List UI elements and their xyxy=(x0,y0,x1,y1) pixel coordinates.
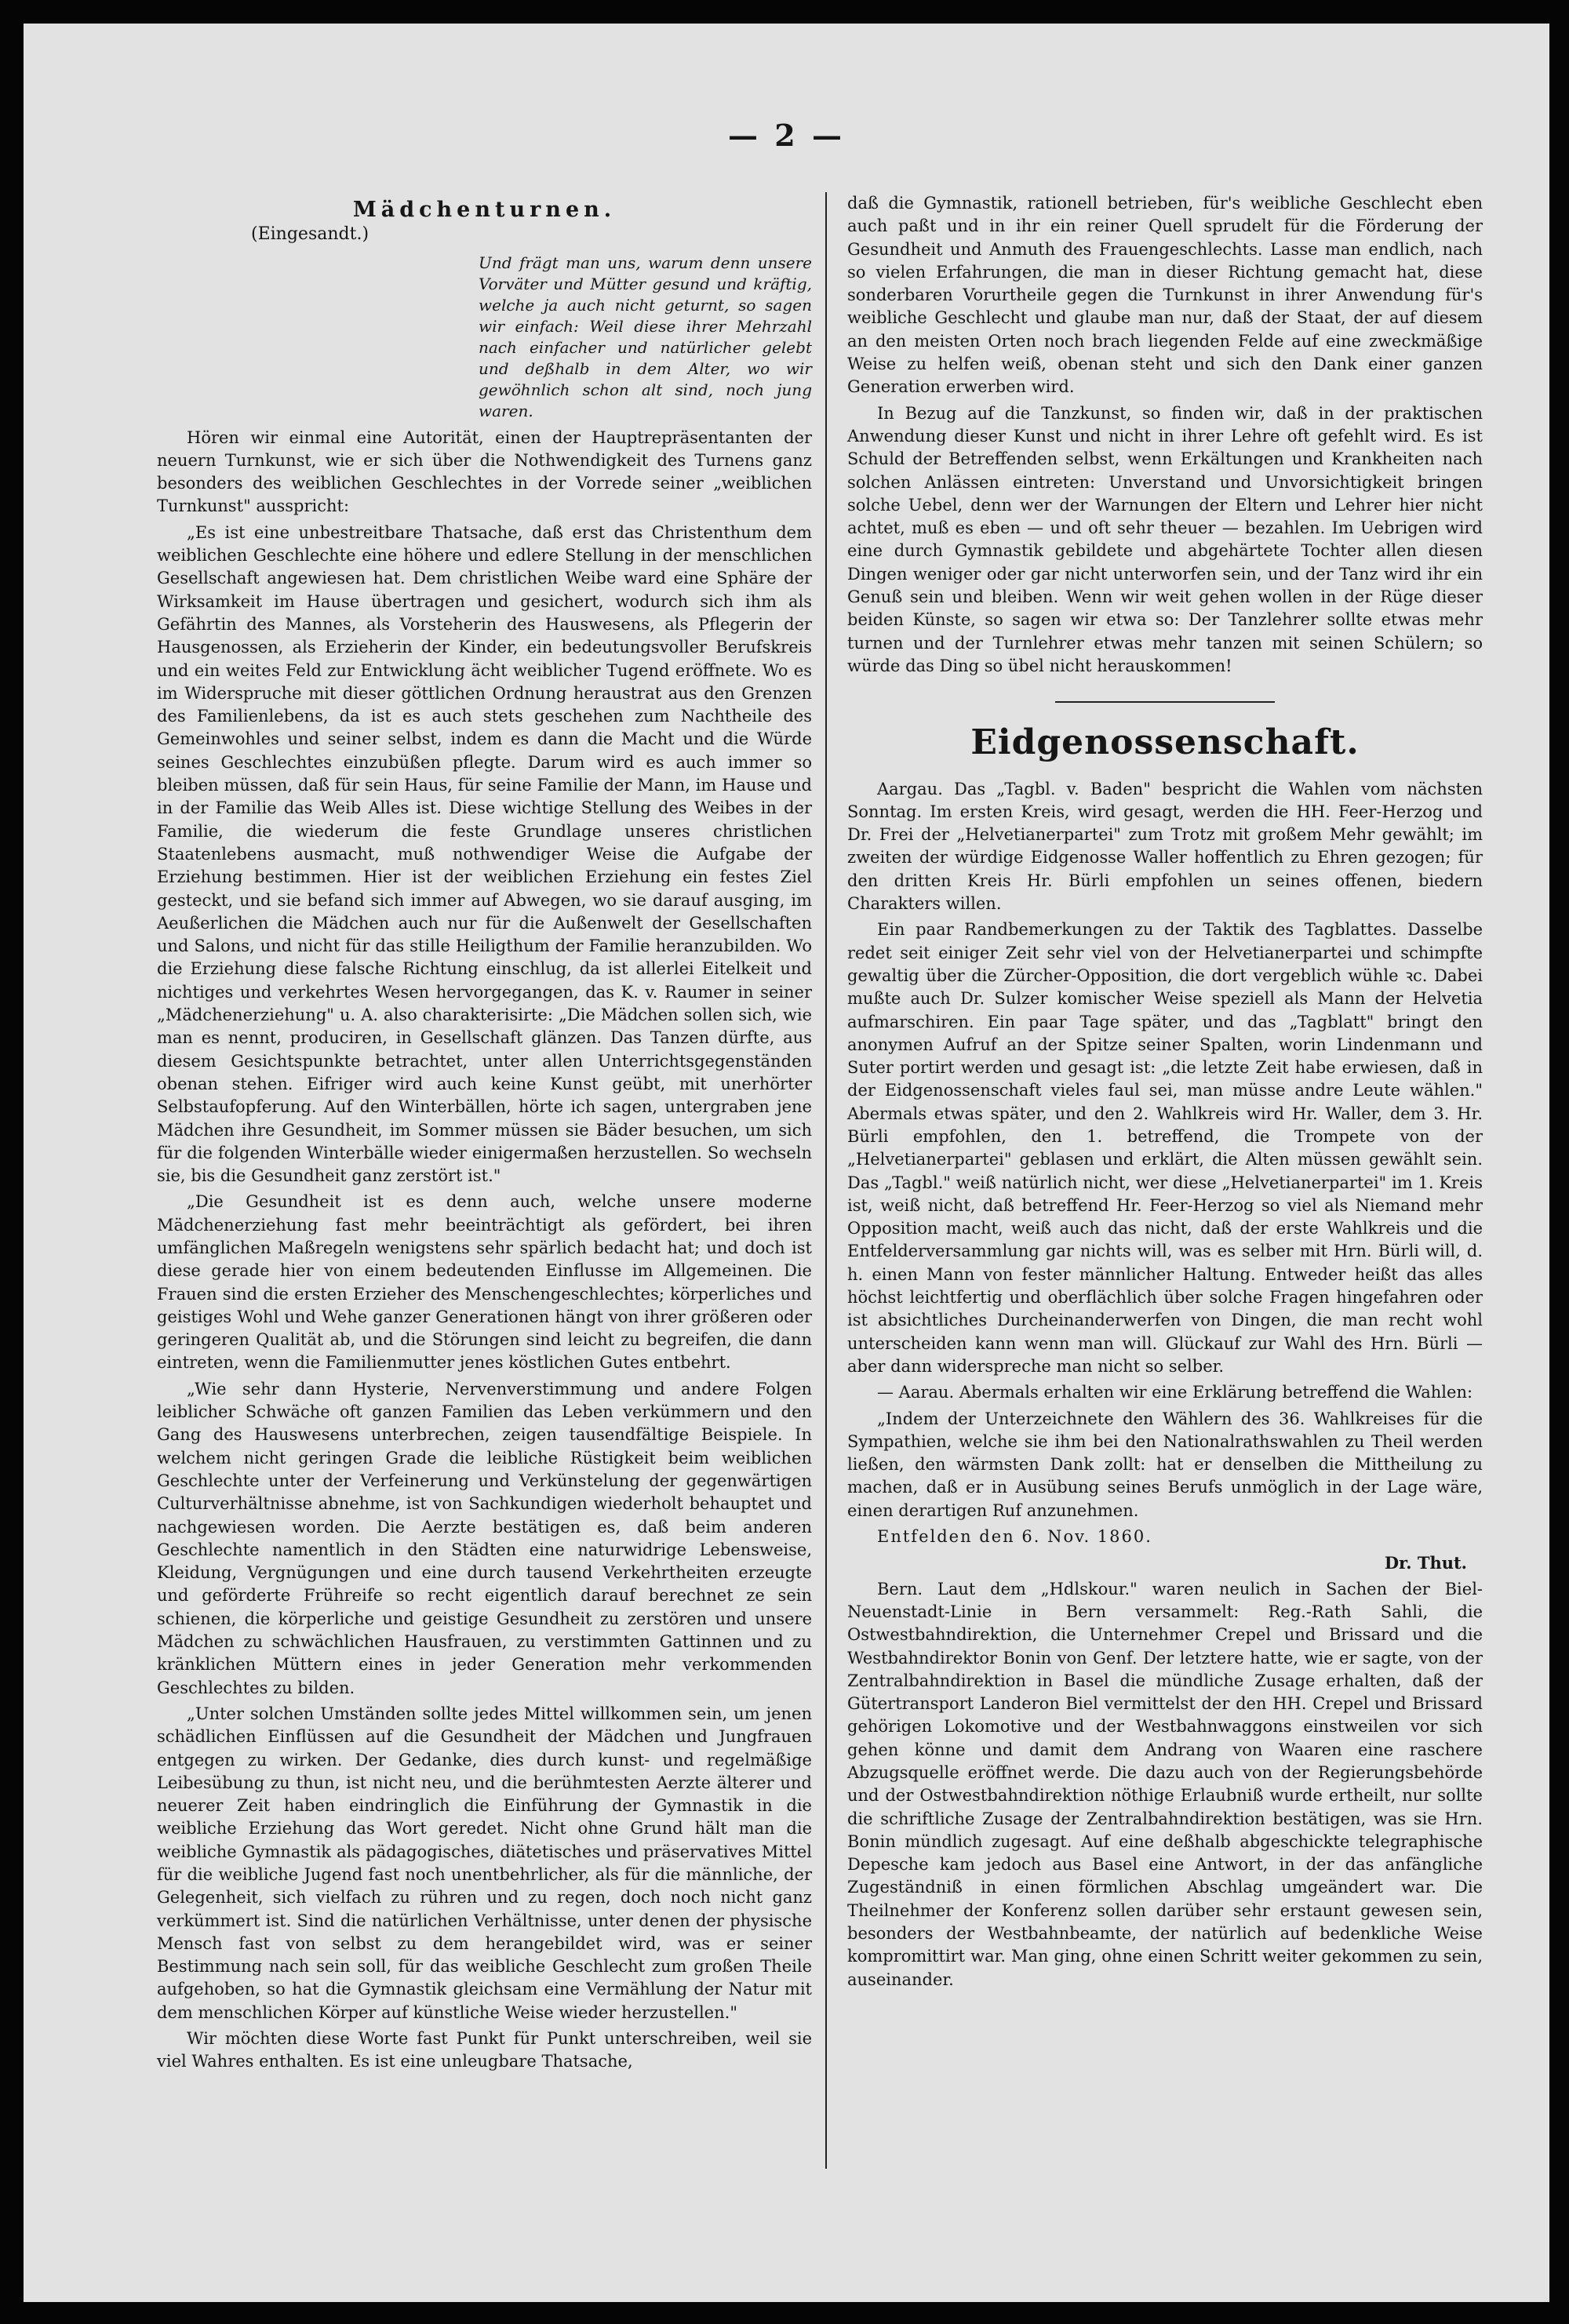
article-heading-maedchenturnen: Mädchenturnen. xyxy=(352,198,617,222)
article-paragraph: Wir möchten diese Worte fast Punkt für Punkt unterschreiben, weil sie viel Wahres enthalten. Es ist eine unleugbare Thatsache, xyxy=(157,2029,812,2071)
right-column xyxy=(847,192,1483,1995)
news-item-bern: Bern. Laut dem „Hdlskour." waren neulich in Sachen der Biel-Neuenstadt-Linie in Bern versammelt: Reg.-Rath Sahli, die Ostwestbahndirektion, die Unternehmer Crepel und Brissard und die Westbahndirektor Bonin von Genf. Der letztere hatte, wie er sagte, von der Zentralbahndirektion in Basel die mündliche Zusage erhalten, daß der Gütertransport Landeron Biel vermittelst der den HH. Crepel und Brissard gehörigen Lokomotive und der Westbahnwaggons einstweilen vor sich gehen könne und damit dem Andrang von Waaren eine raschere Abzugsquelle eröffnet werde. Die dazu auch von der Regierungsbehörde und der Ostwestbahndirektion nöthige Erlaubniß wurde ertheilt, nur sollte die schriftliche Zusage der Zentralbahndirektion bestätigen, was sie Hrn. Bonin mündlich zugesagt. Auf eine deßhalb abgeschickte telegraphische Depesche kam jedoch aus Basel eine Antwort, in der das anfängliche Zugeständniß in einen förmlichen Abschlag umgeändert war. Die Theilnehmer der Konferenz sollen darüber sehr erstaunt gewesen sein, besonders der Westbahnbeamte, der natürlich auf bedenkliche Weise kompromittirt war. Man ging, ohne einen Schritt weiter gekommen zu sein, auseinander. xyxy=(847,1579,1483,1989)
news-paragraph: Ein paar Randbemerkungen zu der Taktik des Tagblattes. Dasselbe redet seit einiger Zeit sehr viel von der Helvetianerpartei und schimpfte gewaltig über die Zürcher-Opposition, die dort vergeblich wühle ꝛc. Dabei mußte auch Dr. Sulzer komischer Weise speziell als Mann der Helvetia aufmarschiren. Ein paar Tage später, und das „Tagblatt" bringt den anonymen Aufruf an der Spitze seiner Spalten, worin Lindenmann und Suter portirt werden und gesagt ist: „die letzte Zeit habe erwiesen, daß in der Eidgenossenschaft vieles faul sei, man müsse andre Leute wählen." Abermals etwas später, und den 2. Wahlkreis wird Hr. Waller, dem 3. Hr. Bürli empfohlen, den 1. betreffend, die Trompete von der „Helvetianerpartei" geblasen und erklärt, die Alten müssen gewählt sein. Das „Tagbl." weiß natürlich nicht, wer diese „Helvetianerpartei" im 1. Kreis ist, weiß nicht, daß betreffend Hr. Feer-Herzog so viel als Niemand mehr Opposition macht, weiß auch das nicht, daß der erste Wahlkreis und die Entfelderversammlung gar nichts will, was es selber mit Hrn. Bürli will, d. h. einen Mann von fester männlicher Haltung. Entweder heißt das alles höchst leichtfertig und oberflächlich über solche Fragen hingefahren oder ist absichtliches Durcheinanderwerfen von Dingen, die man recht wohl unterscheiden kann wenn man will. Glückauf zur Wahl des Hrn. Bürli — aber dann widerspreche man nicht so selber. xyxy=(847,920,1483,1376)
article-paragraph: In Bezug auf die Tanzkunst, so finden wir, daß in der praktischen Anwendung dieser Kunst und nicht in ihrer Lehre oft gefehlt wird. Es ist Schuld der Betreffenden selbst, wenn Erkältungen und Krankheiten nach solchen Anlässen eintreten: Unverstand und Unvorsichtigkeit bringen solche Uebel, denn wer der Warnungen der Eltern und Lehrer hier nicht achtet, muß es eben — und oft sehr theuer — bezahlen. Im Uebrigen wird eine durch Gymnastik gebildete und abgehärtete Tochter allen diesen Dingen weniger oder gar nicht unterworfen sein, und der Tanz wird ihr ein Genuß sein und bleiben. Wenn wir weit gehen wollen in der Rüge dieser beiden Künste, so sagen wir etwa so: Der Tanzlehrer sollte etwas mehr turnen und der Turnlehrer etwas mehr tanzen mit seinen Schülern; so würde das Ding so übel nicht herauskommen! xyxy=(847,403,1483,675)
page-number: — 2 — xyxy=(728,118,845,153)
section-divider xyxy=(1055,701,1275,703)
left-column xyxy=(157,192,812,2077)
article-motto: Und frägt man uns, warum denn unsere Vorväter und Mütter gesund und kräftig, welche ja auch nicht geturnt, so sagen wir einfach: Weil diese ihrer Mehrzahl nach einfacher und natürlicher gelebt und deßhalb in dem Alter, wo wir gewöhnlich schon alt sind, noch jung waren. xyxy=(479,253,812,420)
article-subheading: (Eingesandt.) xyxy=(251,224,369,245)
section-title-eidgenossenschaft: Eidgenossenschaft. xyxy=(970,722,1360,763)
article-continuation: daß die Gymnastik, rationell betrieben, für's weibliche Geschlecht eben auch paßt und in ihr ein reiner Quell sprudelt für die Förderung der Gesundheit und Anmuth des Frauengeschlechts. Lasse man endlich, nach so vielen Erfahrungen, die man in dieser Richtung gemacht hat, diese sonderbaren Vorurtheile gegen die Turnkunst in ihrer Anwendung für's weibliche Geschlecht und glaube man nur, daß der Staat, der auf diesem an den meisten Orten noch brach liegenden Felde auf eine zweckmäßige Weise zu helfen weiß, obenan steht und sich den Dank einer ganzen Generation erwerben wird. xyxy=(847,194,1483,397)
article-paragraph: „Unter solchen Umständen sollte jedes Mittel willkommen sein, um jenen schädlichen Einflüssen auf die Gesundheit der Mädchen und Jungfrauen entgegen zu wirken. Der Gedanke, dies durch kunst- und regelmäßige Leibesübung zu thun, ist nicht neu, und die berühmtesten Aerzte älterer und neuerer Zeit haben eindringlich die Einführung der Gymnastik in die weibliche Erziehung das Wort geredet. Nicht ohne Grund hält man die weibliche Gymnastik als pädagogisches, diätetisches und präservatives Mittel für die weibliche Jugend fast noch unentbehrlicher, als für die männliche, der Gelegenheit, sich vielfach zu rühren und zu regen, doch noch nicht ganz verkümmert ist. Sind die natürlichen Verhältnisse, unter denen der physische Mensch fast von selbst zu dem herangebildet wird, was er seiner Bestimmung nach sein soll, für das weibliche Geschlecht zum großen Theile aufgehoben, so hat die Gymnastik gleichsam eine Vermählung der Natur mit dem menschlichen Körper auf künstliche Weise wieder herzustellen." xyxy=(157,1704,812,2022)
signature: Dr. Thut. xyxy=(1384,1553,1467,1573)
news-item-aarau: — Aarau. Abermals erhalten wir eine Erklärung betreffend die Wahlen: xyxy=(877,1383,1473,1402)
news-item-aargau: Aargau. Das „Tagbl. v. Baden" bespricht die Wahlen vom nächsten Sonntag. Im ersten Kreis, wird gesagt, werden die HH. Feer-Herzog und Dr. Frei der „Helvetianerpartei" zum Trotz mit großem Mehr gewählt; im zweiten der würdige Eidgenosse Waller hoffentlich zu Ehren gezogen; für den dritten Kreis Hr. Bürli empfohlen un seines offenen, biedern Charakters willen. xyxy=(847,779,1483,914)
declaration-quote: „Indem der Unterzeichnete den Wählern des 36. Wahlkreises für die Sympathien, welche sie ihm bei den Nationalrathswahlen zu Theil werden ließen, den wärmsten Dank zollt: hat er denselben die Mittheilung zu machen, daß er in Ausübung seines Berufs unmöglich in der Lage wäre, einen derartigen Ruf anzunehmen. xyxy=(847,1409,1483,1520)
dateline: Entfelden den 6. Nov. 1860. xyxy=(877,1527,1152,1547)
column-divider xyxy=(825,192,827,2169)
article-paragraph: „Wie sehr dann Hysterie, Nervenverstimmung und andere Folgen leiblicher Schwäche oft ganzen Familien das Leben verkümmern und den Gang des Hauswesens unterbrechen, zeigen tausendfältige Beispiele. In welchem nicht geringen Grade die leibliche Rüstigkeit beim weiblichen Geschlechte unter der Verfeinerung und Verkünstelung der gegenwärtigen Culturverhältnisse abnehme, ist von Sachkundigen wiederholt behauptet und nachgewiesen worden. Die Aerzte bestätigen es, daß beim anderen Geschlechte namentlich in den Städten eine naturwidrige Lebensweise, Kleidung, Vergnügungen und eine durch tausend Verkehrtheiten erzeugte und geförderte Frühreife so recht eigentlich darauf berechnet ze sein schienen, die körperliche und geistige Gesundheit zu zerstören und unsere Mädchen zu schwächlichen Hausfrauen, zu verstimmten Gattinnen und zu kränklichen Müttern eines in jeder Generation mehr verkommenden Geschlechtes zu bilden. xyxy=(157,1379,812,1697)
article-paragraph: Hören wir einmal eine Autorität, einen der Hauptrepräsentanten der neuern Turnkunst, wie er sich über die Nothwendigkeit des Turnens ganz besonders des weiblichen Geschlechtes in der Vorrede seiner „weiblichen Turnkunst" ausspricht: xyxy=(157,427,812,516)
newspaper-page xyxy=(24,24,1549,2302)
article-paragraph: „Die Gesundheit ist es denn auch, welche unsere moderne Mädchenerziehung fast mehr beeinträchtigt als gefördert, bei ihren umfänglichen Maßregeln wenigstens sehr spärlich bedacht hat; und doch ist diese gerade hier von einem bedeutenden Einflusse im Allgemeinen. Die Frauen sind die ersten Erzieher des Menschengeschlechtes; körperliches und geistiges Wohl und Wehe ganzer Generationen hängt von ihrer größeren oder geringeren Qualität ab, und die Störungen sind leicht zu begreifen, die dann eintreten, wenn die Familienmutter jenes köstlichen Gutes entbehrt. xyxy=(157,1192,812,1373)
article-paragraph: „Es ist eine unbestreitbare Thatsache, daß erst das Christenthum dem weiblichen Geschlechte eine höhere und edlere Stellung in der menschlichen Gesellschaft angewiesen hat. Dem christlichen Weibe ward eine Sphäre der Wirksamkeit im Hause übertragen und gesichert, wodurch sich ihm als Gefährtin des Mannes, als Vorsteherin des Hauswesens, als Pflegerin der Hausgenossen, als Erzieherin der Kinder, ein bedeutungsvoller Berufskreis und ein weites Feld zur Entwicklung ächt weiblicher Tugend eröffnete. Wo es im Widerspruche mit dieser göttlichen Ordnung heraustrat aus den Grenzen des Familienlebens, da ist es auch stets geschehen zum Nachtheile des Gemeinwohles und seiner selbst, indem es dann die Macht und die Würde seines Geschlechtes einzubüßen pflegte. Darum wird es auch immer so bleiben müssen, daß für sein Haus, für seine Familie der Mann, im Hause und in der Familie das Weib Alles ist. Diese wichtige Stellung des Weibes in der Familie, die wiederum die feste Grundlage unseres christlichen Staatenlebens ausmacht, muß nothwendiger Weise die Aufgabe der Erziehung bestimmen. Hier ist der weiblichen Erziehung ein festes Ziel gesteckt, und sie befand sich immer auf Abwegen, wo sie darauf ausging, im Aeußerlichen die Mädchen auch nur für die Außenwelt der Gesellschaften und Salons, und nicht für das stille Heiligthum der Familie heranzubilden. Wo die Erziehung diese falsche Richtung einschlug, da ist allerlei Eitelkeit und nichtiges und verkehrtes Wesen hervorgegangen, das K. v. Raumer in seiner „Mädchenerziehung" u. A. also charakterisirte: „Die Mädchen sollen sich, wie man es nennt, produciren, in Gesellschaft glänzen. Das Tanzen dürfte, aus diesem Gesichtspunkte betrachtet, unter allen Unterrichtsgegenständen obenan stehen. Eifriger wird auch keine Kunst geübt, mit unerhörter Selbstaufopferung. Auf den Winterbällen, hörte ich sagen, untergraben jene Mädchen ihre Gesundheit, im Sommer müssen sie Bäder besuchen, um sich für die folgenden Winterbälle wieder einigermaßen herzustellen. So wechseln sie, bis die Gesundheit ganz zerstört ist." xyxy=(157,522,812,1186)
